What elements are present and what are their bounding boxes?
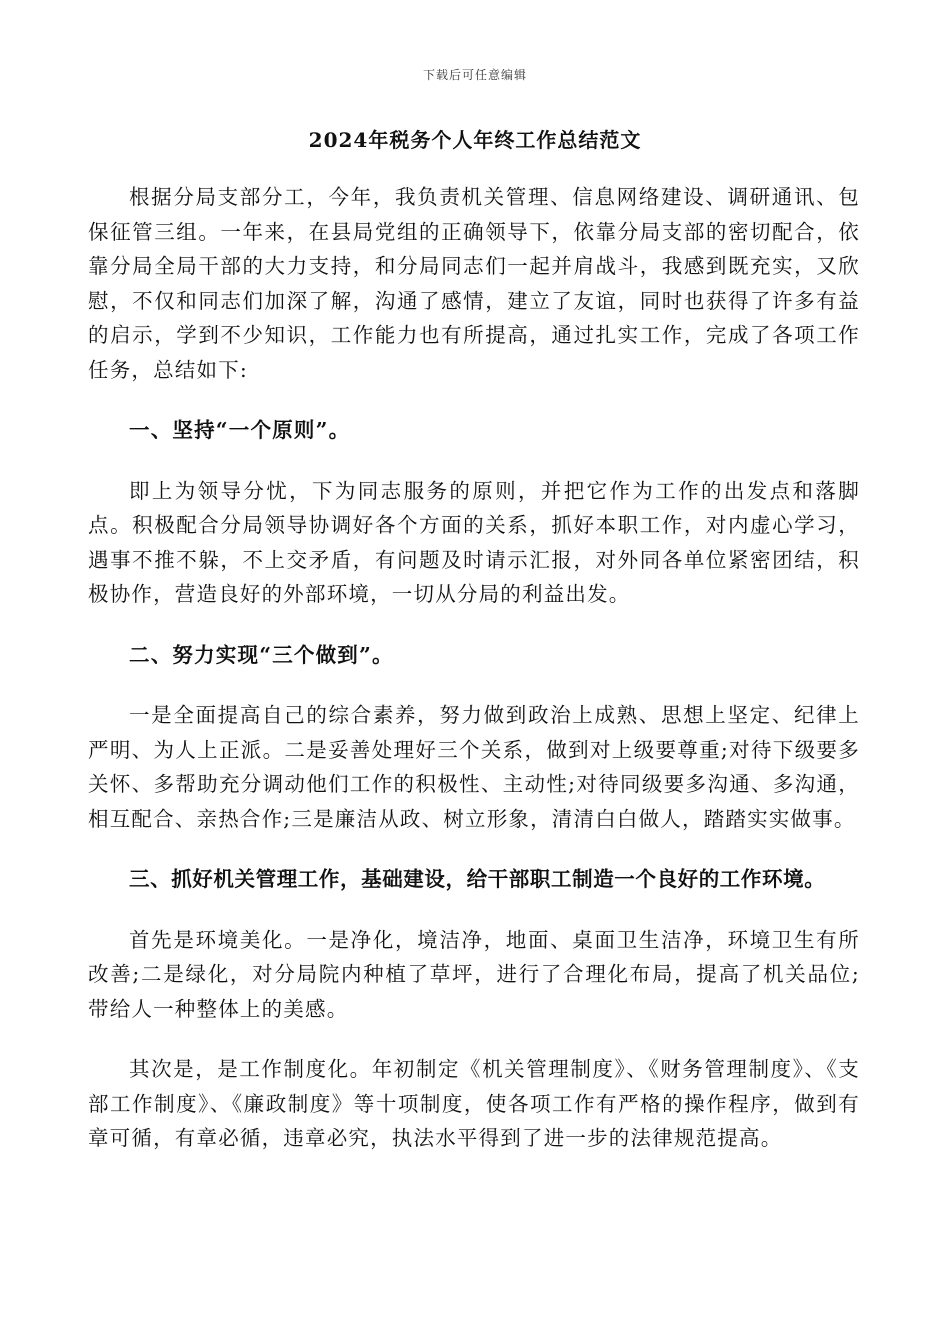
intro-paragraph: 根据分局支部分工，今年，我负责机关管理、信息网络建设、调研通讯、包保征管三组。一年来，在县局党组的正确领导下，依靠分局支部的密切配合，依靠分局全局干部的大力支持，和分局同志们一起并肩战斗，我感到既充实，又欣慰，不仅和同志们加深了解，沟通了感情，建立了友谊，同时也获得了许多有益的启示，学到不少知识，工作能力也有所提高，通过扎实工作，完成了各项工作任务，总结如下: bbox=[88, 185, 860, 382]
spacer bbox=[88, 387, 860, 413]
header-note: 下载后可任意编辑 bbox=[422, 68, 527, 82]
section-3-paragraph-2: 其次是，是工作制度化。年初制定《机关管理制度》、《财务管理制度》、《支部工作制度》、《廉政制度》等十项制度，使各项工作有严格的操作程序，做到有章可循，有章必循，违章必究，执法水平得到了进一步的法律规范提高。 bbox=[88, 1057, 860, 1150]
spacer bbox=[88, 672, 860, 698]
spacer bbox=[88, 897, 860, 923]
spacer bbox=[88, 612, 860, 638]
section-1-paragraph: 即上为领导分忧，下为同志服务的原则，并把它作为工作的出发点和落脚点。积极配合分局领导协调好各个方面的关系，抓好本职工作，对内虚心学习，遇事不推不躲，不上交矛盾，有问题及时请示汇报，对外同各单位紧密团结，积极协作，营造良好的外部环境，一切从分局的利益出发。 bbox=[88, 478, 860, 606]
document-title: 2024年税务个人年终工作总结范文 bbox=[308, 128, 642, 152]
section-heading-1: 一、坚持“一个原则”。 bbox=[129, 418, 351, 442]
spacer bbox=[88, 1026, 860, 1052]
spacer bbox=[88, 836, 860, 862]
section-2-paragraph: 一是全面提高自己的综合素养，努力做到政治上成熟、思想上坚定、纪律上严明、为人上正派。二是妥善处理好三个关系，做到对上级要尊重;对待下级要多关怀、多帮助充分调动他们工作的积极性、主动性;对待同级要多沟通、多沟通，相互配合、亲热合作;三是廉洁从政、树立形象，清清白白做人，踏踏实实做事。 bbox=[88, 703, 860, 831]
document-body bbox=[88, 180, 860, 1156]
section-3-paragraph-1: 首先是环境美化。一是净化，境洁净，地面、桌面卫生洁净，环境卫生有所改善;二是绿化，对分局院内种植了草坪，进行了合理化布局，提高了机关品位;带给人一种整体上的美感。 bbox=[88, 927, 860, 1021]
spacer bbox=[88, 448, 860, 474]
section-heading-3: 三、抓好机关管理工作，基础建设，给干部职工制造一个良好的工作环境。 bbox=[129, 867, 826, 891]
section-heading-2: 二、努力实现“三个做到”。 bbox=[129, 642, 394, 667]
